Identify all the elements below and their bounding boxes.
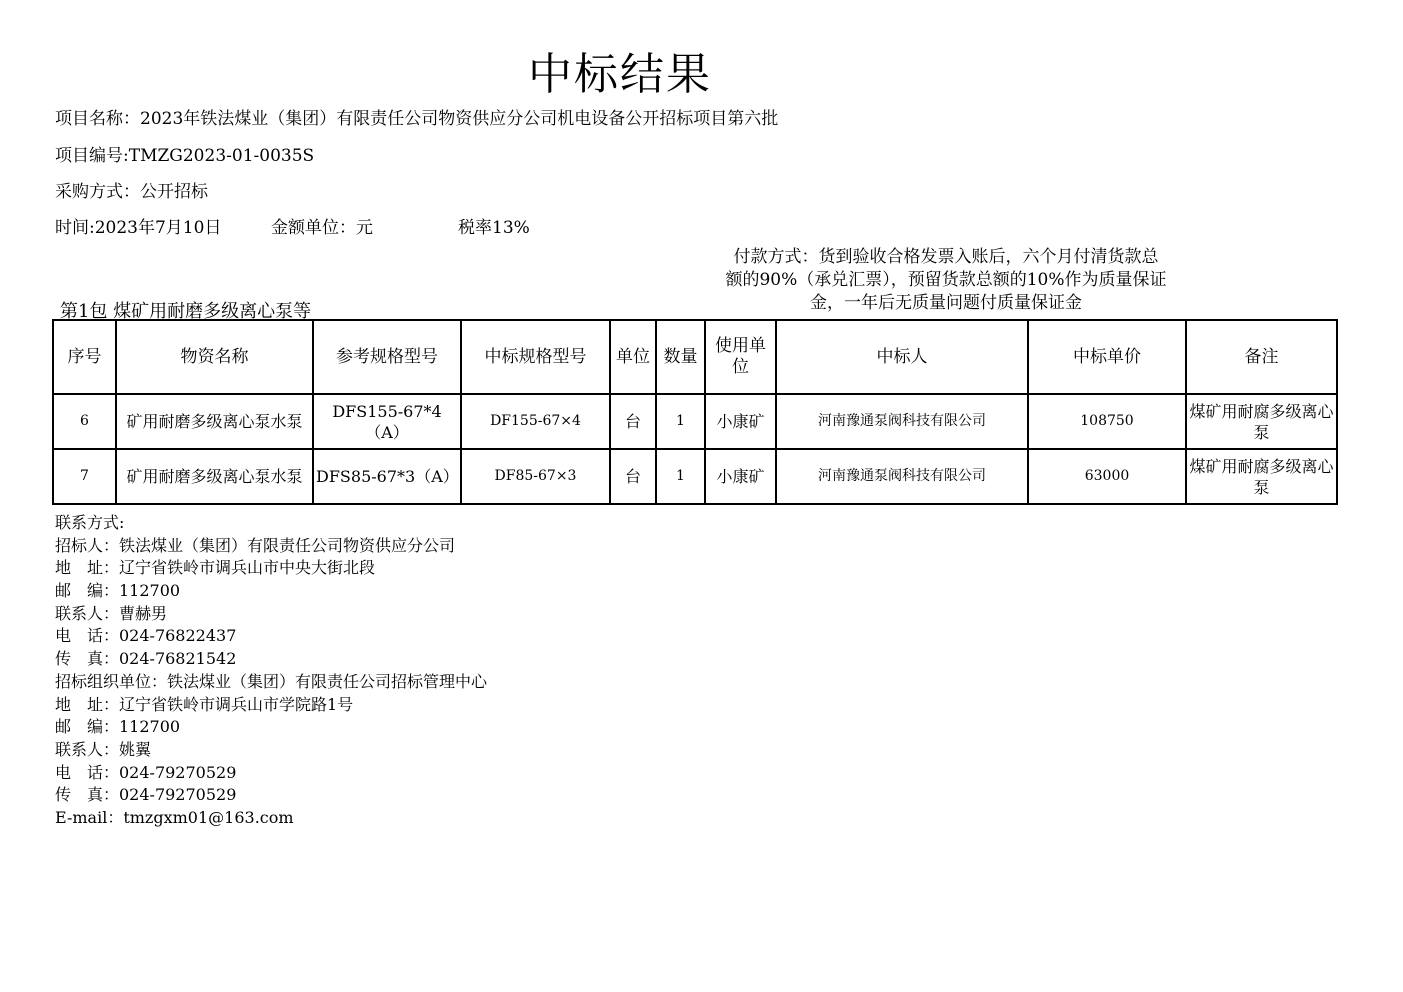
currency-unit: 金额单位：元	[271, 218, 373, 238]
tenderer-postcode: 邮 编：112700	[55, 581, 181, 601]
cell-remark: 煤矿用耐腐多级离心泵	[1186, 394, 1337, 449]
header-ref-model: 参考规格型号	[313, 320, 461, 394]
agency-contact-person: 联系人：姚翼	[55, 739, 152, 759]
header-winner: 中标人	[776, 320, 1028, 394]
cell-win-model: DF85-67×3	[461, 449, 610, 504]
header-unit: 单位	[610, 320, 656, 394]
cell-ref-model: DFS155-67*4（A）	[313, 394, 461, 449]
header-name: 物资名称	[116, 320, 313, 394]
tenderer-address: 地 址：辽宁省铁岭市调兵山市中央大街北段	[55, 558, 376, 578]
project-name: 项目名称：2023年铁法煤业（集团）有限责任公司物资供应分公司机电设备公开招标项目第六批	[55, 109, 779, 129]
cell-winner: 河南豫通泵阀科技有限公司	[776, 394, 1028, 449]
payment-terms	[706, 246, 1186, 315]
contact-heading: 联系方式:	[55, 513, 125, 532]
agency-address: 地 址：辽宁省铁岭市调兵山市学院路1号	[55, 694, 354, 714]
cell-qty: 1	[656, 394, 705, 449]
agency-fax: 传 真：024-79270529	[55, 785, 237, 805]
cell-no: 6	[53, 394, 116, 449]
date-text: 时间:2023年7月10日	[55, 218, 222, 238]
table-row	[53, 394, 1337, 449]
cell-unit: 台	[610, 394, 656, 449]
cell-price: 108750	[1028, 394, 1186, 449]
tenderer-contact-person: 联系人：曹赫男	[55, 603, 168, 623]
tenderer-phone: 电 话：024-76822437	[55, 626, 237, 646]
payment-line-2: 额的90%（承兑汇票），预留货款总额的10%作为质量保证	[725, 270, 1167, 290]
payment-line-1: 付款方式：货到验收合格发票入账后，六个月付清货款总	[733, 247, 1159, 267]
cell-win-model: DF155-67×4	[461, 394, 610, 449]
cell-no: 7	[53, 449, 116, 504]
cell-unit: 台	[610, 449, 656, 504]
cell-user: 小康矿	[705, 394, 776, 449]
cell-name: 矿用耐磨多级离心泵水泵	[116, 394, 313, 449]
agency-postcode: 邮 编：112700	[55, 717, 181, 737]
header-win-model: 中标规格型号	[461, 320, 610, 394]
cell-qty: 1	[656, 449, 705, 504]
payment-line-3: 金，一年后无质量问题付质量保证金	[810, 293, 1082, 313]
procurement-method: 采购方式：公开招标	[55, 182, 208, 202]
page-title: 中标结果	[528, 49, 712, 100]
result-table	[52, 319, 1338, 505]
email-address: E-mail：tmzgxm01@163.com	[55, 807, 294, 827]
package-label: 第1包 煤矿用耐磨多级离心泵等	[60, 301, 312, 322]
table-row	[53, 449, 1337, 504]
table-header-row	[53, 320, 1337, 394]
agency-name: 招标组织单位：铁法煤业（集团）有限责任公司招标管理中心	[55, 671, 488, 691]
contact-section	[55, 512, 487, 830]
tenderer-name: 招标人：铁法煤业（集团）有限责任公司物资供应分公司	[55, 535, 456, 555]
header-qty: 数量	[656, 320, 705, 394]
cell-winner: 河南豫通泵阀科技有限公司	[776, 449, 1028, 504]
tenderer-fax: 传 真：024-76821542	[55, 649, 237, 669]
tax-rate: 税率13%	[458, 218, 530, 238]
cell-price: 63000	[1028, 449, 1186, 504]
cell-user: 小康矿	[705, 449, 776, 504]
date-currency-tax-line	[55, 213, 530, 238]
header-price: 中标单价	[1028, 320, 1186, 394]
agency-phone: 电 话：024-79270529	[55, 762, 237, 782]
header-no: 序号	[53, 320, 116, 394]
header-remark: 备注	[1186, 320, 1337, 394]
cell-remark: 煤矿用耐腐多级离心泵	[1186, 449, 1337, 504]
header-user: 使用单位	[705, 320, 776, 394]
project-number: 项目编号:TMZG2023-01-0035S	[55, 146, 315, 166]
cell-ref-model: DFS85-67*3（A）	[313, 449, 461, 504]
cell-name: 矿用耐磨多级离心泵水泵	[116, 449, 313, 504]
